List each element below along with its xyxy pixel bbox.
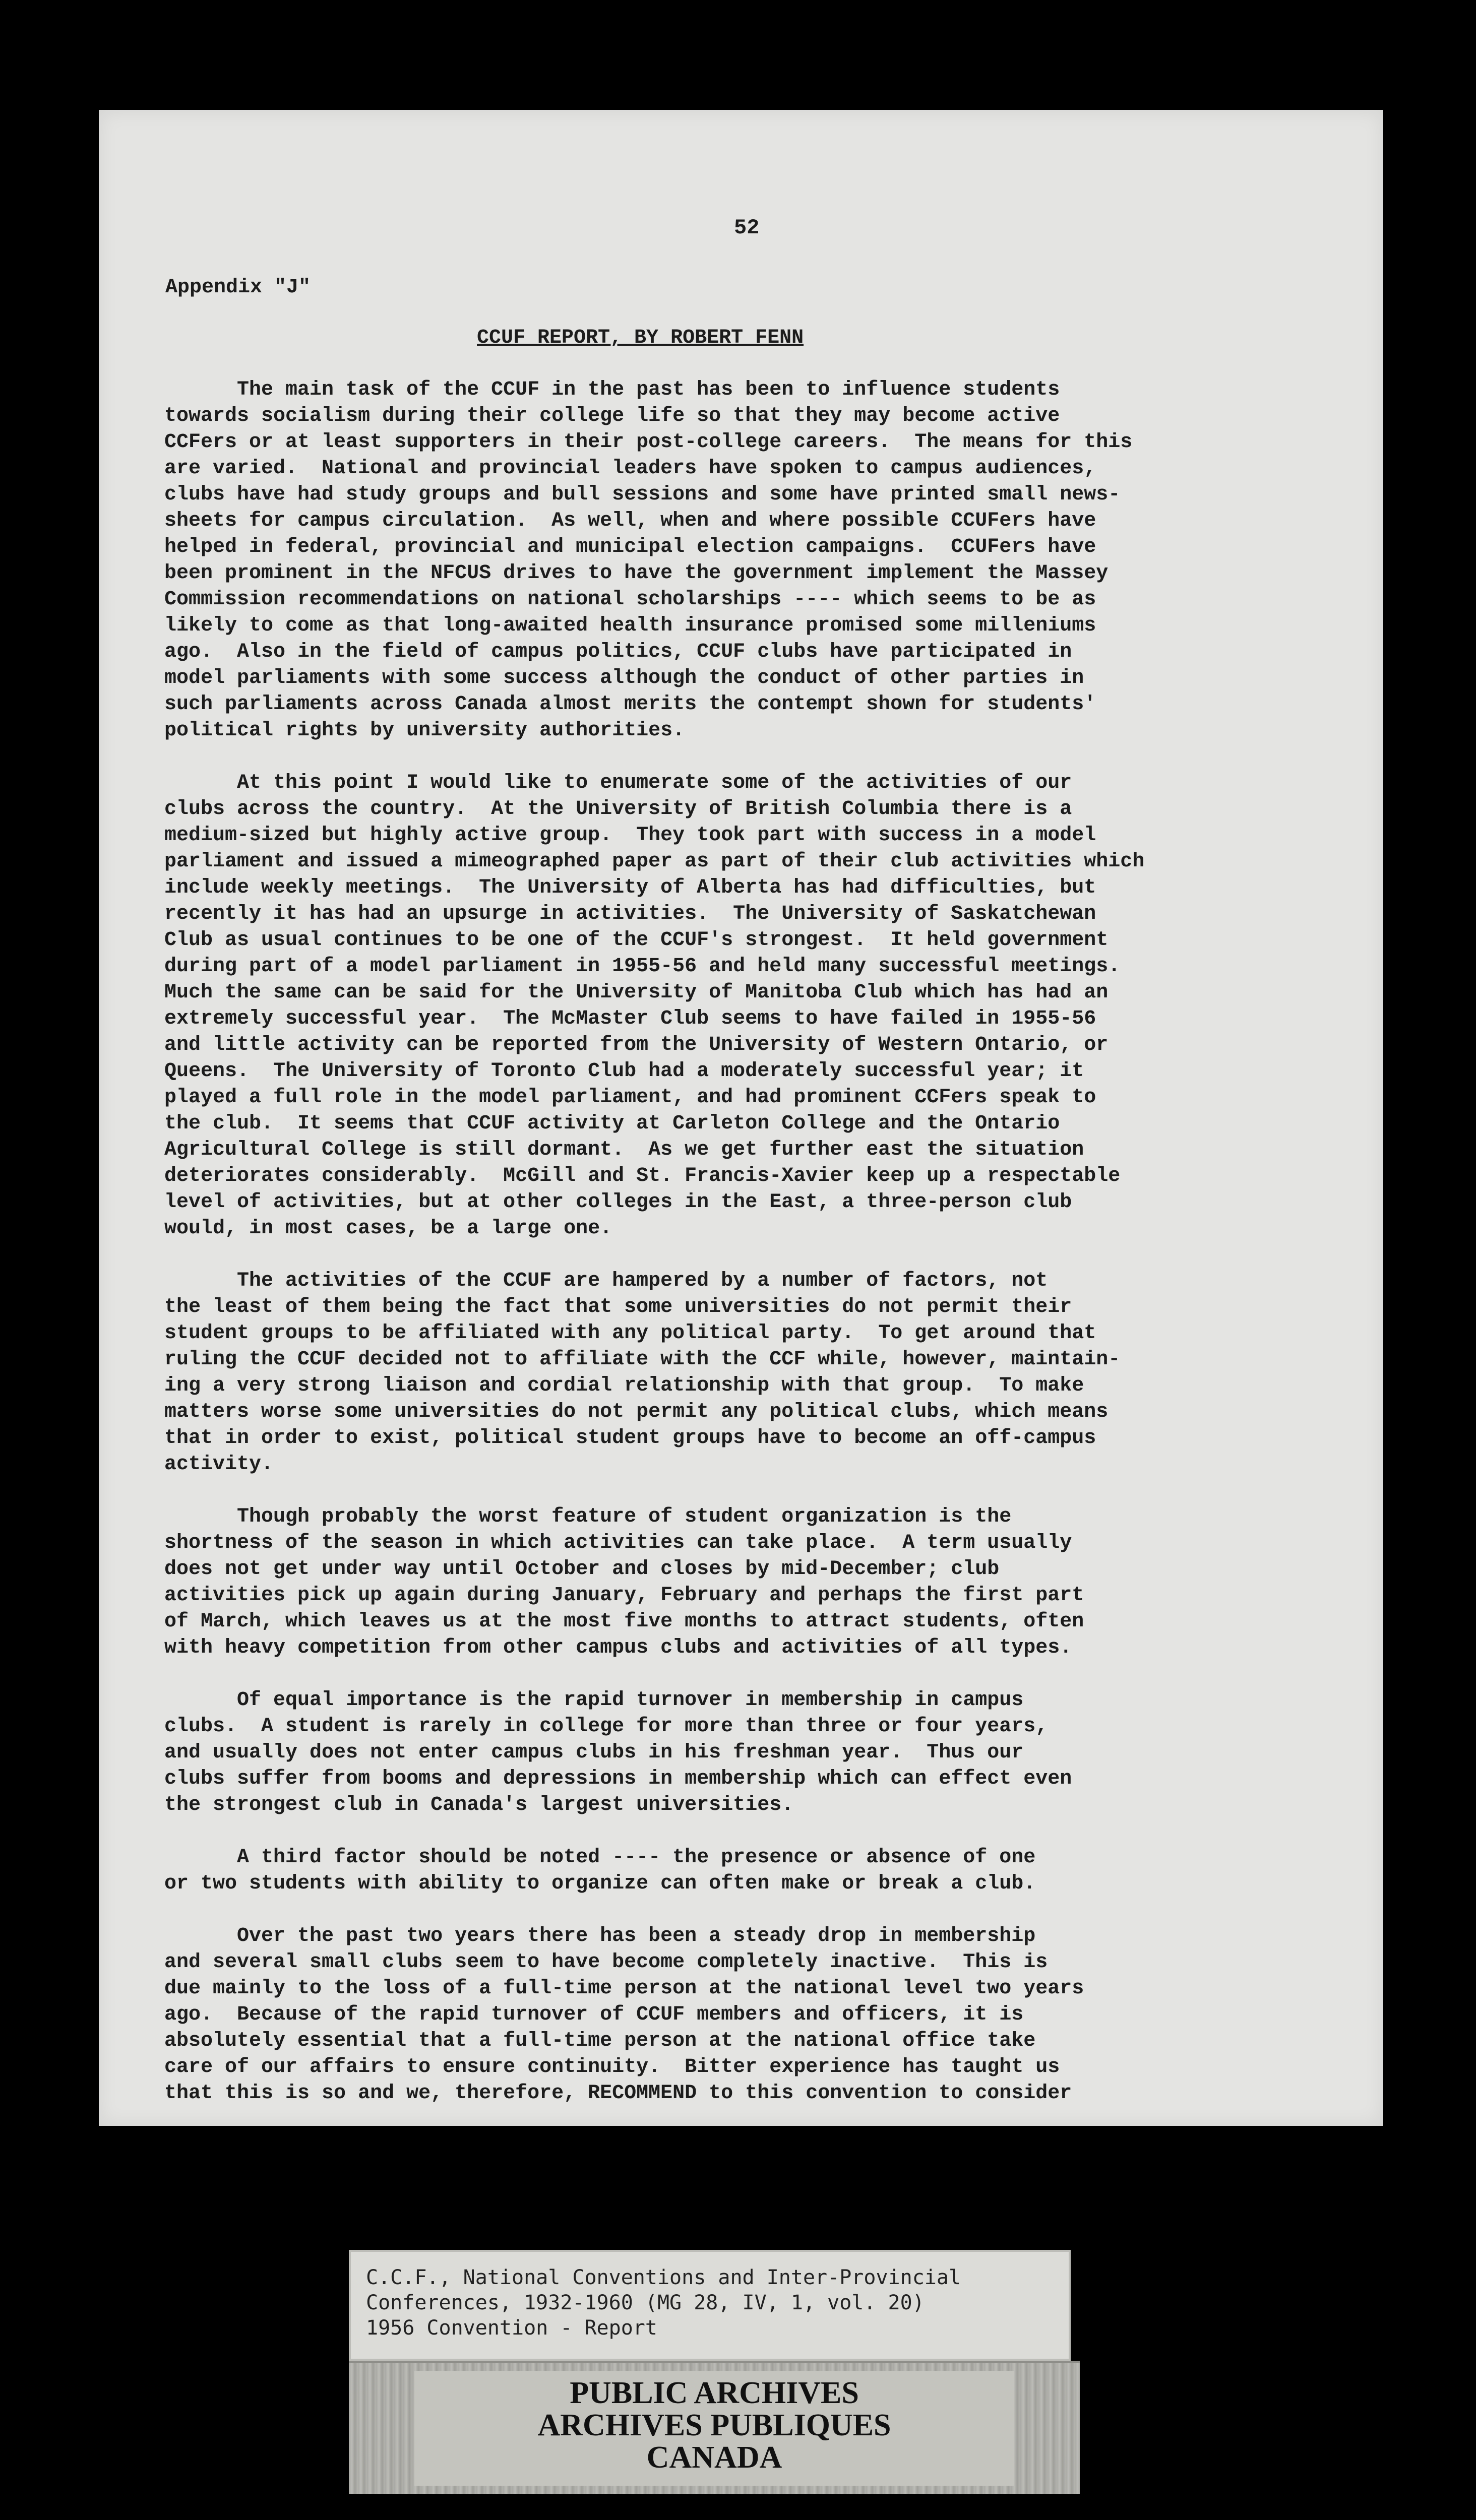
report-paragraph [164,1268,1324,1478]
paragraph-line: shortness of the season in which activities can take place. A term usually [164,1532,1072,1554]
paragraph-line: and usually does not enter campus clubs in his freshman year. Thus our [164,1741,1024,1764]
paragraph-line: Club as usual continues to be one of the CCUF's strongest. It held government [164,929,1109,952]
paragraph-line: absolutely essential that a full-time person at the national office take [164,2030,1036,2052]
archive-reference-label [349,2250,1071,2361]
paragraph-line: deteriorates considerably. McGill and St. Francis-Xavier keep up a respectable [164,1165,1121,1187]
paragraph-line: or two students with ability to organize can often make or break a club. [164,1872,1036,1895]
paragraph-line: would, in most cases, be a large one. [164,1217,612,1240]
paragraph-line: Of equal importance is the rapid turnover in membership in campus [164,1689,1024,1712]
paragraph-line: extremely successful year. The McMaster Club seems to have failed in 1955-56 [164,1007,1096,1030]
paragraph-line: activity. [164,1453,274,1476]
paragraph-line: been prominent in the NFCUS drives to have the government implement the Massey [164,562,1109,585]
paragraph-line: Over the past two years there has been a steady drop in membership [164,1925,1036,1947]
archive-label-line: C.C.F., National Conventions and Inter-Provincial [366,2266,961,2289]
report-paragraph [164,1504,1324,1661]
report-paragraph [164,1845,1324,1897]
paragraph-line: the club. It seems that CCUF activity at Carleton College and the Ontario [164,1112,1060,1135]
report-paragraph [164,1923,1324,2107]
paragraph-line: Though probably the worst feature of student organization is the [164,1505,1012,1528]
paragraph-line: clubs suffer from booms and depressions in membership which can effect even [164,1768,1072,1790]
paragraph-line: during part of a model parliament in 1955-56 and held many successful meetings. [164,955,1121,978]
paragraph-line: medium-sized but highly active group. They took part with success in a model [164,824,1096,847]
paragraph-line: recently it has had an upsurge in activities. The University of Saskatchewan [164,903,1096,925]
paragraph-line: activities pick up again during January, February and perhaps the first part [164,1584,1084,1607]
report-paragraph [164,1687,1324,1818]
appendix-heading: Appendix "J" [165,276,311,299]
stamp-line-french: ARCHIVES PUBLIQUES [537,2408,891,2442]
paragraph-line: that in order to exist, political student groups have to become an off-campus [164,1427,1096,1450]
paragraph-line: and little activity can be reported from the University of Western Ontario, or [164,1034,1109,1056]
paragraph-line: Much the same can be said for the University of Manitoba Club which has had an [164,981,1109,1004]
paragraph-line: the least of them being the fact that some universities do not permit their [164,1296,1072,1318]
report-paragraph [164,770,1324,1242]
paragraph-line: clubs. A student is rarely in college for more than three or four years, [164,1715,1048,1738]
paragraph-line: level of activities, but at other colleges in the East, a three-person club [164,1191,1072,1214]
stamp-line-country: CANADA [646,2440,782,2475]
paragraph-line: ruling the CCUF decided not to affiliate with the CCF while, however, maintain- [164,1348,1121,1371]
paragraph-line: likely to come as that long-awaited health insurance promised some milleniums [164,614,1096,637]
paragraph-line: A third factor should be noted ---- the presence or absence of one [164,1846,1036,1869]
document-page [99,110,1383,2126]
paragraph-line: include weekly meetings. The University of Alberta has had difficulties, but [164,876,1096,899]
public-archives-stamp [349,2361,1080,2494]
paragraph-line: clubs have had study groups and bull sessions and some have printed small news- [164,483,1121,506]
paragraph-line: ing a very strong liaison and cordial relationship with that group. To make [164,1374,1084,1397]
paragraph-line: student groups to be affiliated with any political party. To get around that [164,1322,1096,1345]
paragraph-line: parliament and issued a mimeographed paper as part of their club activities which [164,850,1145,873]
archive-label-line: 1956 Convention - Report [366,2316,657,2340]
paragraph-line: with heavy competition from other campus clubs and activities of all types. [164,1636,1072,1659]
report-paragraph [164,377,1324,744]
paragraph-line: sheets for campus circulation. As well, when and where possible CCUFers have [164,510,1096,532]
stamp-line-english: PUBLIC ARCHIVES [570,2376,859,2410]
paragraph-line: care of our affairs to ensure continuity. Bitter experience has taught us [164,2056,1060,2078]
page-number: 52 [734,216,760,240]
paragraph-line: does not get under way until October and closes by mid-December; club [164,1558,1000,1581]
paragraph-line: Agricultural College is still dormant. As we get further east the situation [164,1139,1084,1161]
paragraph-line: ago. Because of the rapid turnover of CCUF members and officers, it is [164,2003,1024,2026]
paragraph-line: towards socialism during their college life so that they may become active [164,405,1060,427]
paragraph-line: The activities of the CCUF are hampered by a number of factors, not [164,1270,1048,1292]
stamp-text-block [414,2371,1014,2486]
paragraph-line: CCFers or at least supporters in their post-college careers. The means for this [164,431,1133,454]
paragraph-line: are varied. National and provincial leaders have spoken to campus audiences, [164,457,1096,480]
paragraph-line: due mainly to the loss of a full-time person at the national level two years [164,1977,1084,2000]
report-body [164,377,1324,2133]
paragraph-line: The main task of the CCUF in the past has been to influence students [164,379,1060,401]
paragraph-line: played a full role in the model parliament, and had prominent CCFers speak to [164,1086,1096,1109]
paragraph-line: of March, which leaves us at the most five months to attract students, often [164,1610,1084,1633]
paragraph-line: Commission recommendations on national scholarships ---- which seems to be as [164,588,1096,611]
report-title: CCUF REPORT, BY ROBERT FENN [477,327,804,349]
paragraph-line: Queens. The University of Toronto Club had a moderately successful year; it [164,1060,1084,1083]
paragraph-line: such parliaments across Canada almost merits the contempt shown for students' [164,693,1096,716]
paragraph-line: political rights by university authorities. [164,719,685,742]
paragraph-line: and several small clubs seem to have become completely inactive. This is [164,1951,1048,1974]
paragraph-line: model parliaments with some success although the conduct of other parties in [164,667,1084,689]
paragraph-line: ago. Also in the field of campus politics, CCUF clubs have participated in [164,641,1072,663]
paragraph-line: At this point I would like to enumerate some of the activities of our [164,772,1072,794]
paragraph-line: helped in federal, provincial and municipal election campaigns. CCUFers have [164,536,1096,558]
paragraph-line: that this is so and we, therefore, RECOMMEND to this convention to consider [164,2082,1072,2105]
paragraph-line: matters worse some universities do not permit any political clubs, which means [164,1401,1109,1423]
archive-label-line: Conferences, 1932-1960 (MG 28, IV, 1, vol. 20) [366,2291,925,2314]
paragraph-line: clubs across the country. At the University of British Columbia there is a [164,798,1072,821]
paragraph-line: the strongest club in Canada's largest universities. [164,1794,794,1816]
